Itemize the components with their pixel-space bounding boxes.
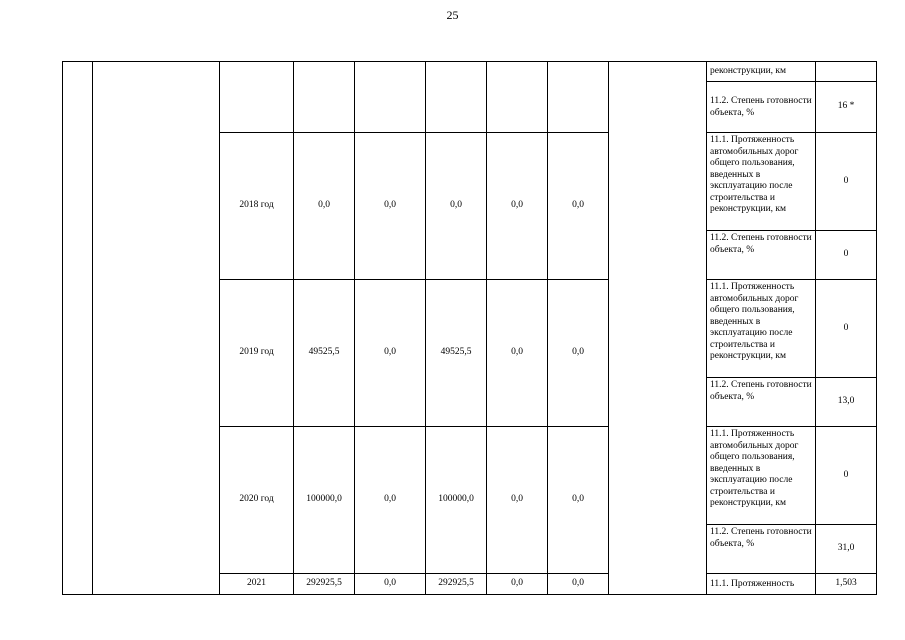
indicator-value: 0 xyxy=(816,231,877,280)
funding-cell: 0,0 xyxy=(355,574,426,595)
funding-cell: 0,0 xyxy=(487,574,548,595)
indicator-value: 16 * xyxy=(816,82,877,133)
indicator-value: 0 xyxy=(816,133,877,231)
total-cell: 292925,5 xyxy=(294,574,355,595)
year-cell: 2020 год xyxy=(220,427,294,574)
table-row xyxy=(63,62,877,82)
program-table xyxy=(62,61,877,595)
indicator-label: 11.1. Протяженность xyxy=(707,574,816,595)
indicator-value: 31,0 xyxy=(816,525,877,574)
funding-cell: 292925,5 xyxy=(426,574,487,595)
funding-cell: 0,0 xyxy=(355,133,426,280)
indicator-label: 11.1. Протяженность автомобильных дорог общего пользования, введенных в эксплуатацию после строительства и реконструкции, км xyxy=(707,427,816,525)
funding-cell: 0,0 xyxy=(548,280,609,427)
indicator-label: 11.1. Протяженность автомобильных дорог общего пользования, введенных в эксплуатацию после строительства и реконструкции, км xyxy=(707,280,816,378)
indicator-value: 0 xyxy=(816,427,877,525)
year-cell: 2018 год xyxy=(220,133,294,280)
name-column-cell xyxy=(93,62,220,595)
funding-cell xyxy=(548,62,609,133)
indicator-value: 13,0 xyxy=(816,378,877,427)
number-column-cell xyxy=(63,62,93,595)
indicator-label: 11.1. Протяженность автомобильных дорог общего пользования, введенных в эксплуатацию после строительства и реконструкции, км xyxy=(707,133,816,231)
funding-cell: 0,0 xyxy=(487,280,548,427)
indicator-label: 11.2. Степень готовности объекта, % xyxy=(707,231,816,280)
total-cell xyxy=(294,62,355,133)
total-cell: 0,0 xyxy=(294,133,355,280)
indicator-label: 11.2. Степень готовности объекта, % xyxy=(707,525,816,574)
year-cell xyxy=(220,62,294,133)
executor-column-cell xyxy=(609,62,707,595)
funding-cell: 0,0 xyxy=(548,574,609,595)
indicator-label: 11.2. Степень готовности объекта, % xyxy=(707,378,816,427)
funding-cell: 0,0 xyxy=(355,280,426,427)
indicator-value: 1,503 xyxy=(816,574,877,595)
funding-cell: 100000,0 xyxy=(426,427,487,574)
indicator-value: 0 xyxy=(816,280,877,378)
funding-cell: 0,0 xyxy=(487,133,548,280)
funding-cell: 0,0 xyxy=(426,133,487,280)
funding-cell: 0,0 xyxy=(548,133,609,280)
total-cell: 100000,0 xyxy=(294,427,355,574)
year-cell: 2019 год xyxy=(220,280,294,427)
funding-cell xyxy=(426,62,487,133)
funding-cell: 49525,5 xyxy=(426,280,487,427)
total-cell: 49525,5 xyxy=(294,280,355,427)
funding-cell: 0,0 xyxy=(548,427,609,574)
funding-cell xyxy=(487,62,548,133)
funding-cell: 0,0 xyxy=(487,427,548,574)
indicator-label: 11.2. Степень готовности объекта, % xyxy=(707,82,816,133)
funding-cell xyxy=(355,62,426,133)
page-number: 25 xyxy=(446,8,459,22)
year-cell: 2021 xyxy=(220,574,294,595)
indicator-value xyxy=(816,62,877,82)
funding-cell: 0,0 xyxy=(355,427,426,574)
indicator-label: реконструкции, км xyxy=(707,62,816,82)
